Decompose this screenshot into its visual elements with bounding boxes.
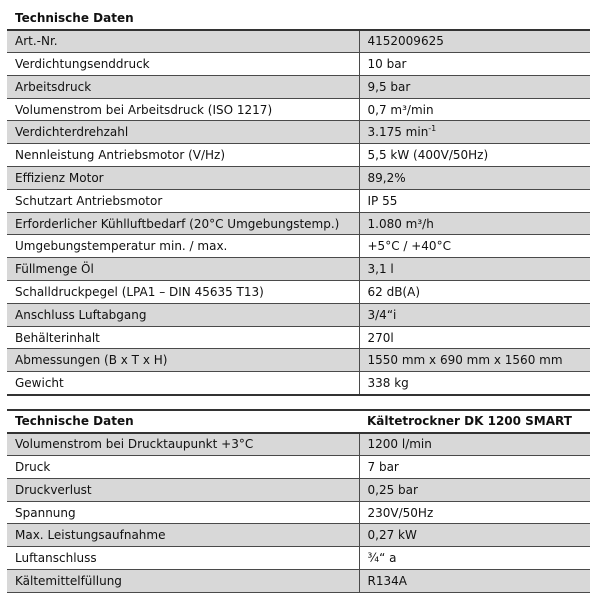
row-value-text: 4152009625: [367, 34, 444, 49]
table-header-title: Technische Daten: [7, 7, 590, 30]
row-value: [359, 501, 590, 524]
table-header-row: [7, 410, 590, 433]
table-header-title: Technische Daten: [7, 410, 359, 433]
row-label: Volumenstrom bei Arbeitsdruck (ISO 1217): [7, 98, 359, 121]
table-row: [7, 258, 590, 281]
row-value: [359, 524, 590, 547]
table-row: [7, 326, 590, 349]
row-value: [359, 547, 590, 570]
row-value-text: 0,25 bar: [367, 482, 418, 497]
spec-table-compressor: [7, 7, 590, 396]
row-value-text: 338 kg: [367, 375, 409, 390]
row-value-text: 270l: [367, 330, 394, 345]
row-value: [359, 53, 590, 76]
spec-table-dryer-body: [7, 410, 590, 592]
table-row: [7, 524, 590, 547]
row-value-text: IP 55: [367, 193, 398, 208]
row-value: [359, 478, 590, 501]
table-row: [7, 547, 590, 570]
row-label: Füllmenge Öl: [7, 258, 359, 281]
row-label: Max. Leistungsaufnahme: [7, 524, 359, 547]
table-row: [7, 212, 590, 235]
table-row: [7, 303, 590, 326]
table-header-product: Kältetrockner DK 1200 SMART: [359, 410, 590, 433]
row-value: [359, 167, 590, 190]
row-label: Effizienz Motor: [7, 167, 359, 190]
row-label: Anschluss Luftabgang: [7, 303, 359, 326]
row-value: [359, 235, 590, 258]
row-value: [359, 281, 590, 304]
row-label: Art.-Nr.: [7, 30, 359, 53]
table-row: [7, 144, 590, 167]
row-value: [359, 303, 590, 326]
row-value-text: 0,7 m³/min: [367, 102, 434, 117]
table-row: [7, 121, 590, 144]
row-label: Schutzart Antriebsmotor: [7, 189, 359, 212]
row-value: [359, 349, 590, 372]
table-row: [7, 98, 590, 121]
table-row: [7, 372, 590, 395]
row-value: [359, 144, 590, 167]
table-row: [7, 189, 590, 212]
row-value: [359, 258, 590, 281]
row-value: [359, 189, 590, 212]
row-value-text: 62 dB(A): [367, 284, 421, 299]
table-row: [7, 30, 590, 53]
table-header-row: [7, 7, 590, 30]
table-row: [7, 53, 590, 76]
row-value-text: 230V/50Hz: [367, 505, 434, 520]
table-row: [7, 167, 590, 190]
row-value-text: 10 bar: [367, 56, 407, 71]
row-value-text: R134A: [367, 573, 407, 588]
row-value: [359, 570, 590, 593]
row-label: Kältemittelfüllung: [7, 570, 359, 593]
row-value: [359, 326, 590, 349]
row-value-text: 1200 l/min: [367, 437, 432, 452]
row-value-text: 1550 mm x 690 mm x 1560 mm: [367, 353, 563, 368]
row-value-text: 3,1 l: [367, 262, 394, 277]
table-row: [7, 456, 590, 479]
table-row: [7, 478, 590, 501]
table-row: [7, 75, 590, 98]
row-value: [359, 212, 590, 235]
table-row: [7, 281, 590, 304]
row-value-text: 5,5 kW (400V/50Hz): [367, 148, 489, 163]
row-value-text: ¾“ a: [367, 551, 397, 566]
row-value: [359, 456, 590, 479]
row-value: [359, 433, 590, 456]
row-value: [359, 30, 590, 53]
row-value-text: 3.175 min: [367, 125, 429, 140]
row-value-text: 9,5 bar: [367, 79, 411, 94]
table-row: [7, 235, 590, 258]
row-label: Volumenstrom bei Drucktaupunkt +3°C: [7, 433, 359, 456]
table-row: [7, 433, 590, 456]
spec-table-dryer: [7, 409, 590, 593]
row-value-text: 0,27 kW: [367, 528, 417, 543]
row-label: Druckverlust: [7, 478, 359, 501]
row-label: Erforderlicher Kühlluftbedarf (20°C Umgebungstemp.): [7, 212, 359, 235]
row-label: Abmessungen (B x T x H): [7, 349, 359, 372]
row-value: [359, 98, 590, 121]
row-label: Behälterinhalt: [7, 326, 359, 349]
row-value: [359, 75, 590, 98]
row-value-text: 7 bar: [367, 459, 399, 474]
table-row: [7, 349, 590, 372]
row-value: [359, 372, 590, 395]
row-label: Verdichtungsenddruck: [7, 53, 359, 76]
row-label: Druck: [7, 456, 359, 479]
row-label: Verdichterdrehzahl: [7, 121, 359, 144]
row-value-text: 1.080 m³/h: [367, 216, 434, 231]
table-row: [7, 570, 590, 593]
spec-table-compressor-body: [7, 7, 590, 395]
row-label: Luftanschluss: [7, 547, 359, 570]
row-label: Gewicht: [7, 372, 359, 395]
row-label: Arbeitsdruck: [7, 75, 359, 98]
row-value-text: +5°C / +40°C: [367, 239, 451, 254]
row-value: [359, 121, 590, 144]
row-label: Nennleistung Antriebsmotor (V/Hz): [7, 144, 359, 167]
row-value-text: 3/4“i: [367, 307, 397, 322]
row-label: Spannung: [7, 501, 359, 524]
row-label: Umgebungstemperatur min. / max.: [7, 235, 359, 258]
table-row: [7, 501, 590, 524]
row-value-superscript: -1: [428, 124, 437, 134]
row-value-text: 89,2%: [367, 170, 406, 185]
row-label: Schalldruckpegel (LPA1 – DIN 45635 T13): [7, 281, 359, 304]
